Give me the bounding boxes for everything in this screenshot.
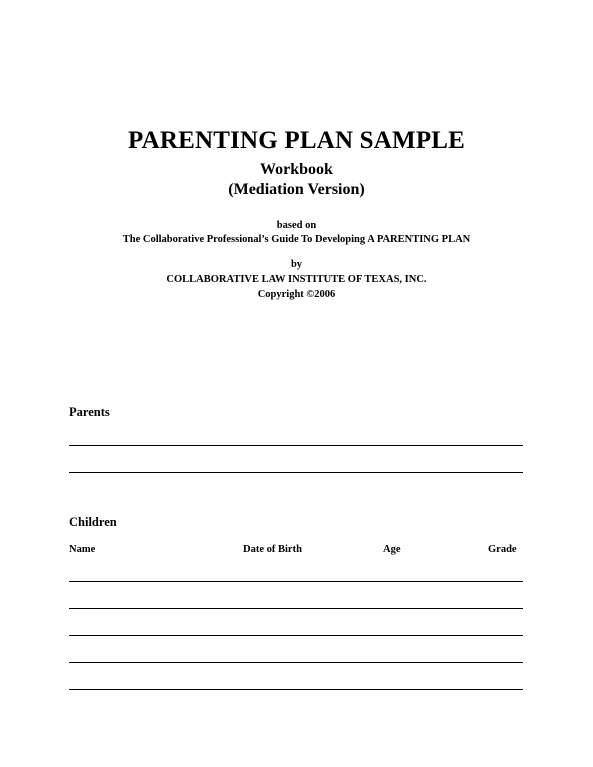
children-blank-line-3[interactable] <box>69 635 523 636</box>
document-subtitle: Workbook <box>260 161 333 178</box>
guide-title: The Collaborative Professional’s Guide To Developing A PARENTING PLAN <box>122 234 471 245</box>
document-title: PARENTING PLAN SAMPLE <box>127 127 466 154</box>
parents-blank-line-1[interactable] <box>69 445 523 446</box>
copyright-text: Copyright ©2006 <box>257 289 336 300</box>
institute-name: COLLABORATIVE LAW INSTITUTE OF TEXAS, INC. <box>166 274 427 285</box>
children-blank-line-5[interactable] <box>69 689 523 690</box>
children-blank-line-2[interactable] <box>69 608 523 609</box>
document-version: (Mediation Version) <box>228 181 365 198</box>
by-text: by <box>290 259 303 270</box>
column-header-age: Age <box>383 544 401 555</box>
column-header-name: Name <box>69 544 96 555</box>
parents-blank-line-2[interactable] <box>69 472 523 473</box>
children-blank-line-1[interactable] <box>69 581 523 582</box>
column-header-grade: Grade <box>488 544 517 555</box>
children-blank-line-4[interactable] <box>69 662 523 663</box>
parents-heading: Parents <box>69 405 110 419</box>
column-header-date-of-birth: Date of Birth <box>243 544 302 555</box>
children-heading: Children <box>69 515 117 529</box>
based-on-text: based on <box>276 220 317 231</box>
